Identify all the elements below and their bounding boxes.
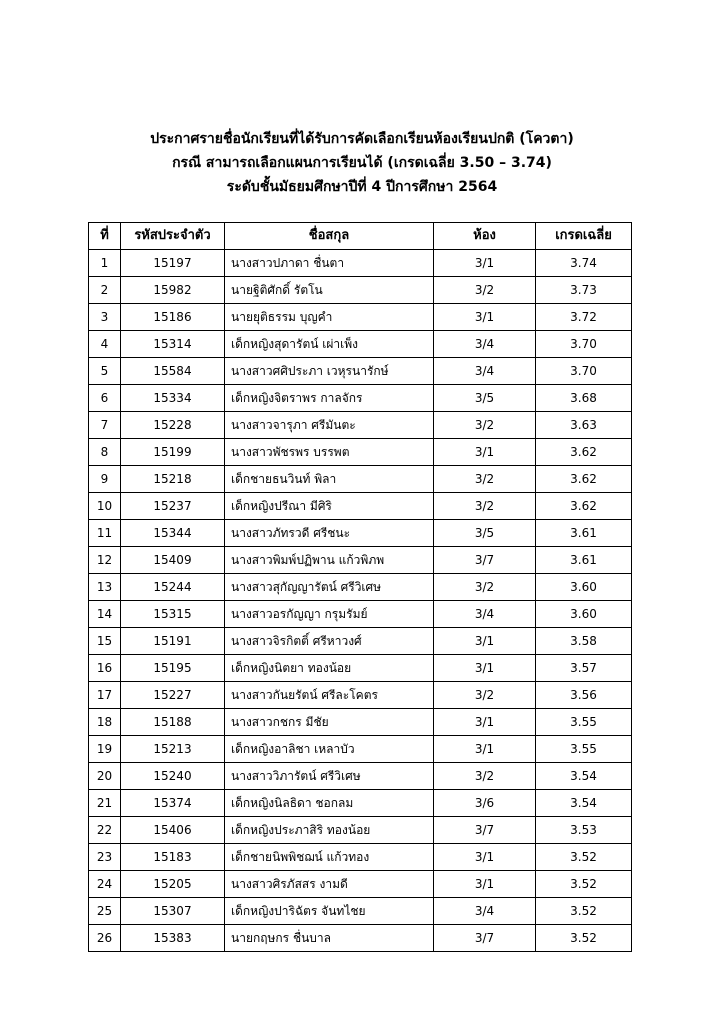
student-name-cell: เด็กหญิงสุดารัตน์ เผ่าเพ็ง	[225, 331, 434, 358]
column-header-number: ที่	[89, 223, 121, 250]
row-number-cell: 20	[89, 763, 121, 790]
student-id-cell: 15237	[121, 493, 225, 520]
student-id-cell: 15406	[121, 817, 225, 844]
column-header-room: ห้อง	[434, 223, 536, 250]
student-id-cell: 15307	[121, 898, 225, 925]
table-row	[89, 439, 632, 466]
student-name-cell: เด็กหญิงนิตยา ทองน้อย	[225, 655, 434, 682]
table-row	[89, 709, 632, 736]
student-name-cell: นางสาวอรกัญญา กรุมรัมย์	[225, 601, 434, 628]
table-row	[89, 277, 632, 304]
gpa-cell: 3.58	[536, 628, 632, 655]
room-cell: 3/2	[434, 763, 536, 790]
gpa-cell: 3.70	[536, 331, 632, 358]
row-number-cell: 1	[89, 250, 121, 277]
gpa-cell: 3.61	[536, 520, 632, 547]
student-id-cell: 15199	[121, 439, 225, 466]
gpa-cell: 3.62	[536, 439, 632, 466]
student-name-cell: นายยุติธรรม บุญคำ	[225, 304, 434, 331]
row-number-cell: 21	[89, 790, 121, 817]
student-name-cell: เด็กหญิงจิตราพร กาลจักร	[225, 385, 434, 412]
gpa-cell: 3.53	[536, 817, 632, 844]
row-number-cell: 2	[89, 277, 121, 304]
student-id-cell: 15315	[121, 601, 225, 628]
room-cell: 3/1	[434, 628, 536, 655]
gpa-cell: 3.52	[536, 925, 632, 952]
row-number-cell: 18	[89, 709, 121, 736]
room-cell: 3/2	[434, 277, 536, 304]
row-number-cell: 13	[89, 574, 121, 601]
student-id-cell: 15334	[121, 385, 225, 412]
room-cell: 3/1	[434, 655, 536, 682]
table-row	[89, 682, 632, 709]
row-number-cell: 25	[89, 898, 121, 925]
student-id-cell: 15228	[121, 412, 225, 439]
row-number-cell: 14	[89, 601, 121, 628]
table-row	[89, 736, 632, 763]
table-row	[89, 628, 632, 655]
student-name-cell: นางสาวจิรกิตติ์ ศรีหาวงศ์	[225, 628, 434, 655]
student-name-cell: นางสาวภัทรวดี ศรีชนะ	[225, 520, 434, 547]
student-name-cell: นางสาววิภารัตน์ ศรีวิเศษ	[225, 763, 434, 790]
room-cell: 3/7	[434, 817, 536, 844]
gpa-cell: 3.60	[536, 601, 632, 628]
announcement-criteria: กรณี สามารถเลือกแผนการเรียนได้ (เกรดเฉลี่ย 3.50 – 3.74)	[172, 155, 552, 171]
student-name-cell: นางสาวจารุภา ศรีมันตะ	[225, 412, 434, 439]
room-cell: 3/4	[434, 358, 536, 385]
table-row	[89, 493, 632, 520]
gpa-cell: 3.56	[536, 682, 632, 709]
student-id-cell: 15183	[121, 844, 225, 871]
announcement-title: ประกาศรายชื่อนักเรียนที่ได้รับการคัดเลือกเรียนห้องเรียนปกติ (โควตา)	[150, 131, 574, 147]
table-row	[89, 250, 632, 277]
column-header-name: ชื่อสกุล	[225, 223, 434, 250]
row-number-cell: 24	[89, 871, 121, 898]
row-number-cell: 17	[89, 682, 121, 709]
student-id-cell: 15213	[121, 736, 225, 763]
student-id-cell: 15383	[121, 925, 225, 952]
gpa-cell: 3.54	[536, 790, 632, 817]
student-id-cell: 15188	[121, 709, 225, 736]
table-row	[89, 358, 632, 385]
student-name-cell: นางสาวศิรภัสสร งามดี	[225, 871, 434, 898]
student-name-cell: เด็กหญิงประภาสิริ ทองน้อย	[225, 817, 434, 844]
table-row	[89, 817, 632, 844]
row-number-cell: 26	[89, 925, 121, 952]
room-cell: 3/4	[434, 601, 536, 628]
student-name-cell: เด็กหญิงปาริฉัตร จันทไชย	[225, 898, 434, 925]
student-id-cell: 15195	[121, 655, 225, 682]
row-number-cell: 12	[89, 547, 121, 574]
student-id-cell: 15197	[121, 250, 225, 277]
student-id-cell: 15314	[121, 331, 225, 358]
student-id-cell: 15240	[121, 763, 225, 790]
student-name-cell: เด็กหญิงปรีณา มีศิริ	[225, 493, 434, 520]
gpa-cell: 3.54	[536, 763, 632, 790]
student-id-cell: 15186	[121, 304, 225, 331]
table-row	[89, 898, 632, 925]
room-cell: 3/1	[434, 439, 536, 466]
room-cell: 3/4	[434, 331, 536, 358]
row-number-cell: 5	[89, 358, 121, 385]
table-body	[89, 250, 632, 952]
gpa-cell: 3.70	[536, 358, 632, 385]
gpa-cell: 3.74	[536, 250, 632, 277]
student-id-cell: 15191	[121, 628, 225, 655]
room-cell: 3/7	[434, 547, 536, 574]
student-name-cell: เด็กหญิงนิลธิดา ชอกลม	[225, 790, 434, 817]
student-name-cell: นางสาวพิมพ์ปฏิพาน แก้วพิภพ	[225, 547, 434, 574]
student-id-cell: 15227	[121, 682, 225, 709]
table-row	[89, 331, 632, 358]
student-list-table	[88, 222, 632, 952]
student-id-cell: 15409	[121, 547, 225, 574]
row-number-cell: 7	[89, 412, 121, 439]
student-name-cell: นางสาวสุกัญญารัตน์ ศรีวิเศษ	[225, 574, 434, 601]
table-header-row	[89, 223, 632, 250]
student-name-cell: นายฐิติศักดิ์ รัตโน	[225, 277, 434, 304]
room-cell: 3/2	[434, 574, 536, 601]
table-row	[89, 763, 632, 790]
room-cell: 3/5	[434, 385, 536, 412]
row-number-cell: 8	[89, 439, 121, 466]
gpa-cell: 3.72	[536, 304, 632, 331]
gpa-cell: 3.60	[536, 574, 632, 601]
student-id-cell: 15218	[121, 466, 225, 493]
room-cell: 3/5	[434, 520, 536, 547]
column-header-gpa: เกรดเฉลี่ย	[536, 223, 632, 250]
room-cell: 3/1	[434, 736, 536, 763]
room-cell: 3/2	[434, 466, 536, 493]
table-row	[89, 412, 632, 439]
gpa-cell: 3.52	[536, 898, 632, 925]
room-cell: 3/7	[434, 925, 536, 952]
student-name-cell: เด็กหญิงอาลิชา เหลาบัว	[225, 736, 434, 763]
student-id-cell: 15584	[121, 358, 225, 385]
announcement-header	[0, 127, 724, 199]
row-number-cell: 16	[89, 655, 121, 682]
student-name-cell: นางสาวศศิประภา เวหุรนารักษ์	[225, 358, 434, 385]
student-id-cell: 15344	[121, 520, 225, 547]
row-number-cell: 9	[89, 466, 121, 493]
table-row	[89, 790, 632, 817]
room-cell: 3/2	[434, 682, 536, 709]
table-row	[89, 574, 632, 601]
room-cell: 3/1	[434, 304, 536, 331]
gpa-cell: 3.62	[536, 493, 632, 520]
gpa-cell: 3.73	[536, 277, 632, 304]
room-cell: 3/1	[434, 844, 536, 871]
gpa-cell: 3.68	[536, 385, 632, 412]
student-id-cell: 15205	[121, 871, 225, 898]
row-number-cell: 3	[89, 304, 121, 331]
student-name-cell: เด็กชายธนวินท์ พิลา	[225, 466, 434, 493]
table-row	[89, 844, 632, 871]
room-cell: 3/1	[434, 250, 536, 277]
room-cell: 3/2	[434, 412, 536, 439]
gpa-cell: 3.55	[536, 736, 632, 763]
row-number-cell: 11	[89, 520, 121, 547]
student-name-cell: นายกฤษกร ชื่นบาล	[225, 925, 434, 952]
student-name-cell: นางสาวกันยรัตน์ ศรีละโคตร	[225, 682, 434, 709]
row-number-cell: 19	[89, 736, 121, 763]
table-row	[89, 304, 632, 331]
column-header-student-id: รหัสประจำตัว	[121, 223, 225, 250]
gpa-cell: 3.52	[536, 844, 632, 871]
table-row	[89, 925, 632, 952]
student-id-cell: 15244	[121, 574, 225, 601]
table-row	[89, 385, 632, 412]
room-cell: 3/4	[434, 898, 536, 925]
room-cell: 3/6	[434, 790, 536, 817]
table-row	[89, 601, 632, 628]
row-number-cell: 23	[89, 844, 121, 871]
row-number-cell: 10	[89, 493, 121, 520]
room-cell: 3/1	[434, 709, 536, 736]
table-row	[89, 466, 632, 493]
room-cell: 3/1	[434, 871, 536, 898]
table-row	[89, 871, 632, 898]
student-id-cell: 15982	[121, 277, 225, 304]
table-row	[89, 547, 632, 574]
student-name-cell: นางสาวปภาดา ชื่นตา	[225, 250, 434, 277]
row-number-cell: 6	[89, 385, 121, 412]
table-row	[89, 655, 632, 682]
gpa-cell: 3.62	[536, 466, 632, 493]
student-name-cell: นางสาวพัชรพร บรรพต	[225, 439, 434, 466]
student-id-cell: 15374	[121, 790, 225, 817]
gpa-cell: 3.57	[536, 655, 632, 682]
gpa-cell: 3.61	[536, 547, 632, 574]
student-name-cell: นางสาวกชกร มีชัย	[225, 709, 434, 736]
room-cell: 3/2	[434, 493, 536, 520]
row-number-cell: 4	[89, 331, 121, 358]
gpa-cell: 3.52	[536, 871, 632, 898]
student-name-cell: เด็กชายนิพพิชฌน์ แก้วทอง	[225, 844, 434, 871]
gpa-cell: 3.55	[536, 709, 632, 736]
row-number-cell: 15	[89, 628, 121, 655]
announcement-level: ระดับชั้นมัธยมศึกษาปีที่ 4 ปีการศึกษา 2564	[226, 179, 498, 195]
table-row	[89, 520, 632, 547]
gpa-cell: 3.63	[536, 412, 632, 439]
row-number-cell: 22	[89, 817, 121, 844]
